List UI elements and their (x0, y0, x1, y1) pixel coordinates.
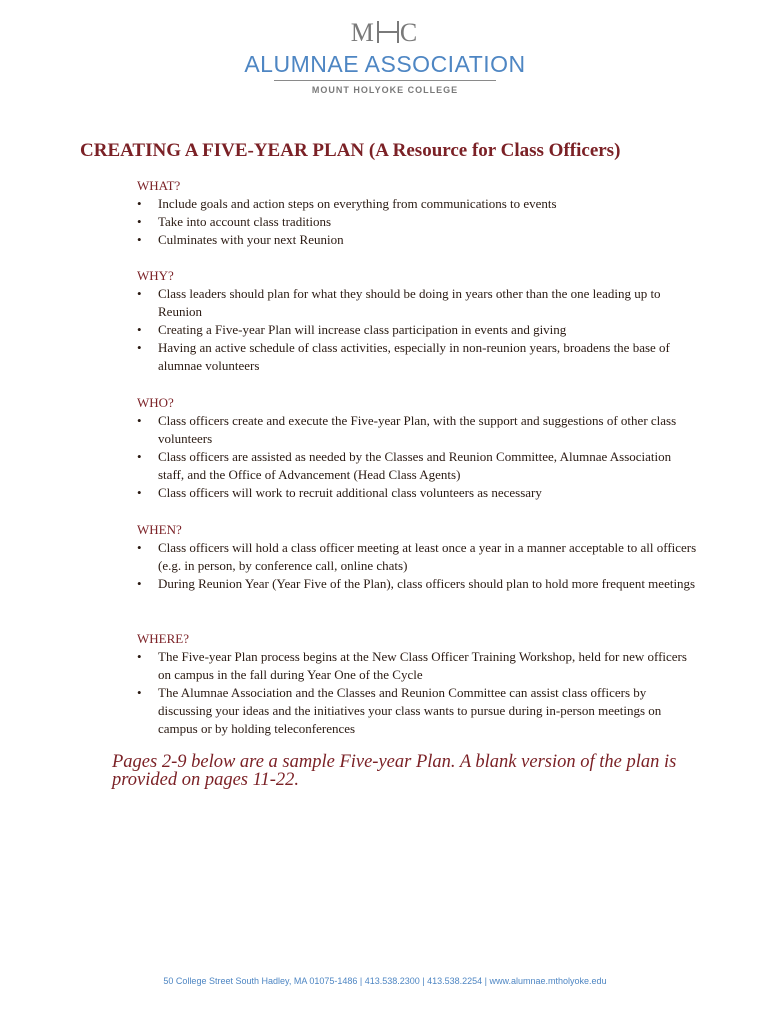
section-heading: WHERE? (137, 631, 189, 646)
bullet-list (137, 412, 697, 502)
list-item: • Class officers will hold a class officer meeting at least once a year in a manner acceptable to all officers (e.g. in person, by conference call, online chats) (137, 539, 697, 575)
footer-contact: 50 College Street South Hadley, MA 01075-1486 | 413.538.2300 | 413.538.2254 | www.alumnae.mtholyoke.edu (163, 976, 607, 986)
logo (0, 18, 770, 95)
list-item: • Include goals and action steps on everything from communications to events (137, 195, 697, 213)
college-name: MOUNT HOLYOKE COLLEGE (311, 85, 459, 95)
list-item: • Class officers will work to recruit additional class volunteers as necessary (137, 484, 697, 502)
list-item: • Class officers create and execute the Five-year Plan, with the support and suggestions of other class volunteers (137, 412, 697, 448)
bullet-list (137, 285, 697, 375)
list-item: • Class officers are assisted as needed by the Classes and Reunion Committee, Alumnae Association staff, and the Office of Advancement (Head Class Agents) (137, 448, 697, 484)
list-item: • The Alumnae Association and the Classes and Reunion Committee can assist class officers by discussing your ideas and the initiatives your class wants to pursue during in-person meetings on campus or by holding teleconferences (137, 684, 697, 738)
monogram-letter-m: M (350, 18, 376, 47)
section-heading: WHAT? (137, 178, 181, 193)
list-item: • Having an active schedule of class activities, especially in non-reunion years, broadens the base of alumnae volunteers (137, 339, 697, 375)
list-item: • Culminates with your next Reunion (137, 231, 697, 249)
closing-note: Pages 2-9 below are a sample Five-year Plan. A blank version of the plan is provided on pages 11-22. (112, 752, 677, 790)
section-why (137, 267, 697, 375)
list-item: • The Five-year Plan process begins at the New Class Officer Training Workshop, held for new officers on campus in the fall during Year One of the Cycle (137, 648, 697, 684)
bullet-list (137, 195, 697, 249)
monogram-letter-c: C (399, 18, 420, 47)
section-where (137, 630, 697, 738)
monogram-letter-h (377, 21, 399, 43)
section-heading: WHY? (137, 268, 174, 283)
logo-divider (274, 80, 496, 81)
list-item: • Take into account class traditions (137, 213, 697, 231)
association-name: ALUMNAE ASSOCIATION (244, 51, 526, 77)
section-heading: WHEN? (137, 522, 182, 537)
section-who (137, 394, 697, 502)
page-title: CREATING A FIVE-YEAR PLAN (A Resource for Class Officers) (80, 140, 621, 161)
list-item: • During Reunion Year (Year Five of the Plan), class officers should plan to hold more frequent meetings (137, 575, 697, 593)
section-what (137, 177, 697, 249)
bullet-list (137, 648, 697, 738)
section-when (137, 521, 697, 593)
bullet-list (137, 539, 697, 593)
mhc-monogram (351, 18, 419, 48)
list-item: • Creating a Five-year Plan will increase class participation in events and giving (137, 321, 697, 339)
list-item: • Class leaders should plan for what they should be doing in years other than the one leading up to Reunion (137, 285, 697, 321)
section-heading: WHO? (137, 395, 174, 410)
